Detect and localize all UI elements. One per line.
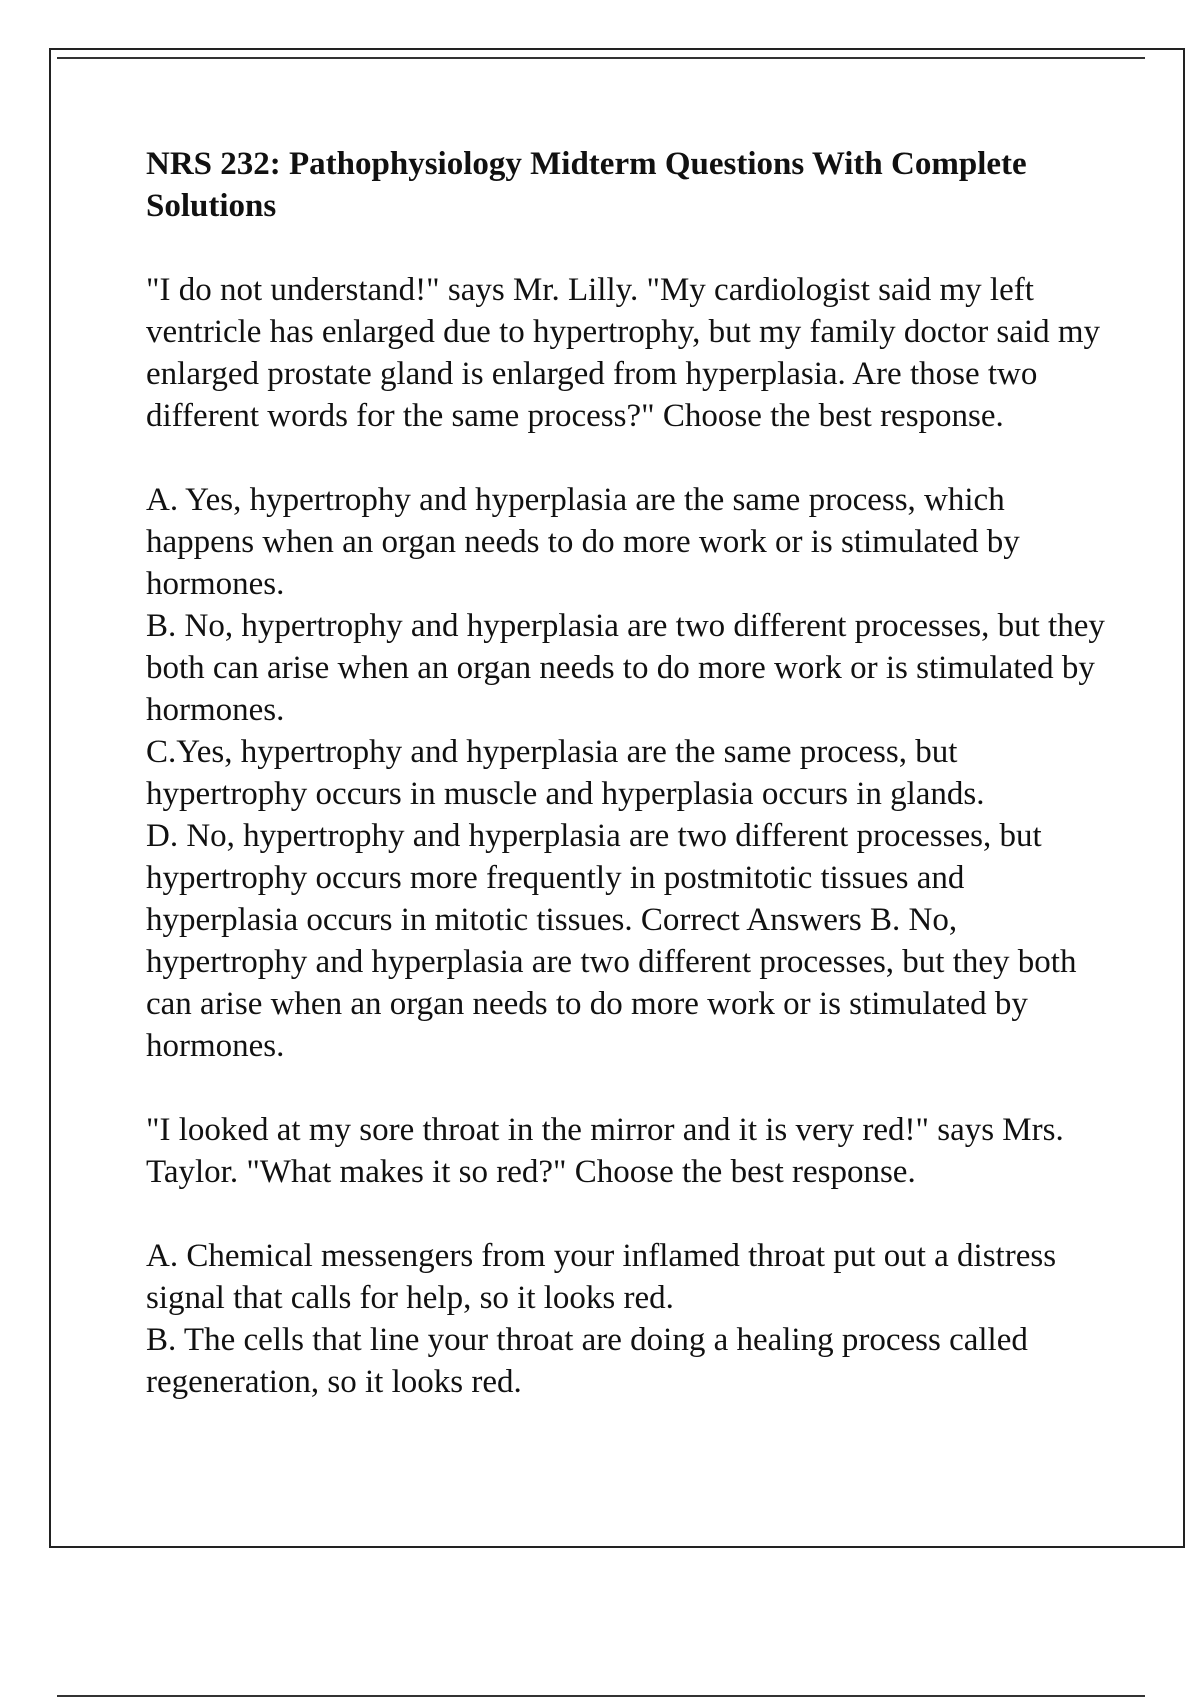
question-1-option-d-and-answer: D. No, hypertrophy and hyperplasia are two different processes, but hypertrophy occurs more frequently in postmitotic tissues and hyperplasia occurs in mitotic tissues. Correct Answers B. No, hypertrophy and hyperplasia are two different processes, but they both can arise when an organ needs to do more work or is stimulated by hormones. bbox=[146, 818, 1077, 1064]
question-1-option-c: C.Yes, hypertrophy and hyperplasia are the same process, but hypertrophy occurs in muscle and hyperplasia occurs in glands. bbox=[146, 734, 985, 812]
document-title: NRS 232: Pathophysiology Midterm Questions With Complete Solutions bbox=[146, 146, 1027, 224]
bottom-rule bbox=[57, 1695, 1145, 1697]
question-1-option-b: B. No, hypertrophy and hyperplasia are two different processes, but they both can arise when an organ needs to do more work or is stimulated by hormones. bbox=[146, 608, 1105, 728]
question-2 bbox=[146, 1109, 1106, 1403]
question-1-prompt: "I do not understand!" says Mr. Lilly. "My cardiologist said my left ventricle has enlarged due to hypertrophy, but my family doctor said my enlarged prostate gland is enlarged from hyperplasia. Are those two different words for the same process?" Choose the best response. bbox=[146, 272, 1101, 434]
question-1-option-a: A. Yes, hypertrophy and hyperplasia are the same process, which happens when an organ needs to do more work or is stimulated by hormones. bbox=[146, 482, 1020, 602]
question-2-option-a: A. Chemical messengers from your inflamed throat put out a distress signal that calls for help, so it looks red. bbox=[146, 1238, 1057, 1316]
question-2-prompt: "I looked at my sore throat in the mirror and it is very red!" says Mrs. Taylor. "What makes it so red?" Choose the best response. bbox=[146, 1112, 1064, 1190]
question-1 bbox=[146, 269, 1106, 1067]
question-2-option-b: B. The cells that line your throat are doing a healing process called regeneration, so it looks red. bbox=[146, 1322, 1028, 1400]
document-content bbox=[146, 143, 1106, 1403]
